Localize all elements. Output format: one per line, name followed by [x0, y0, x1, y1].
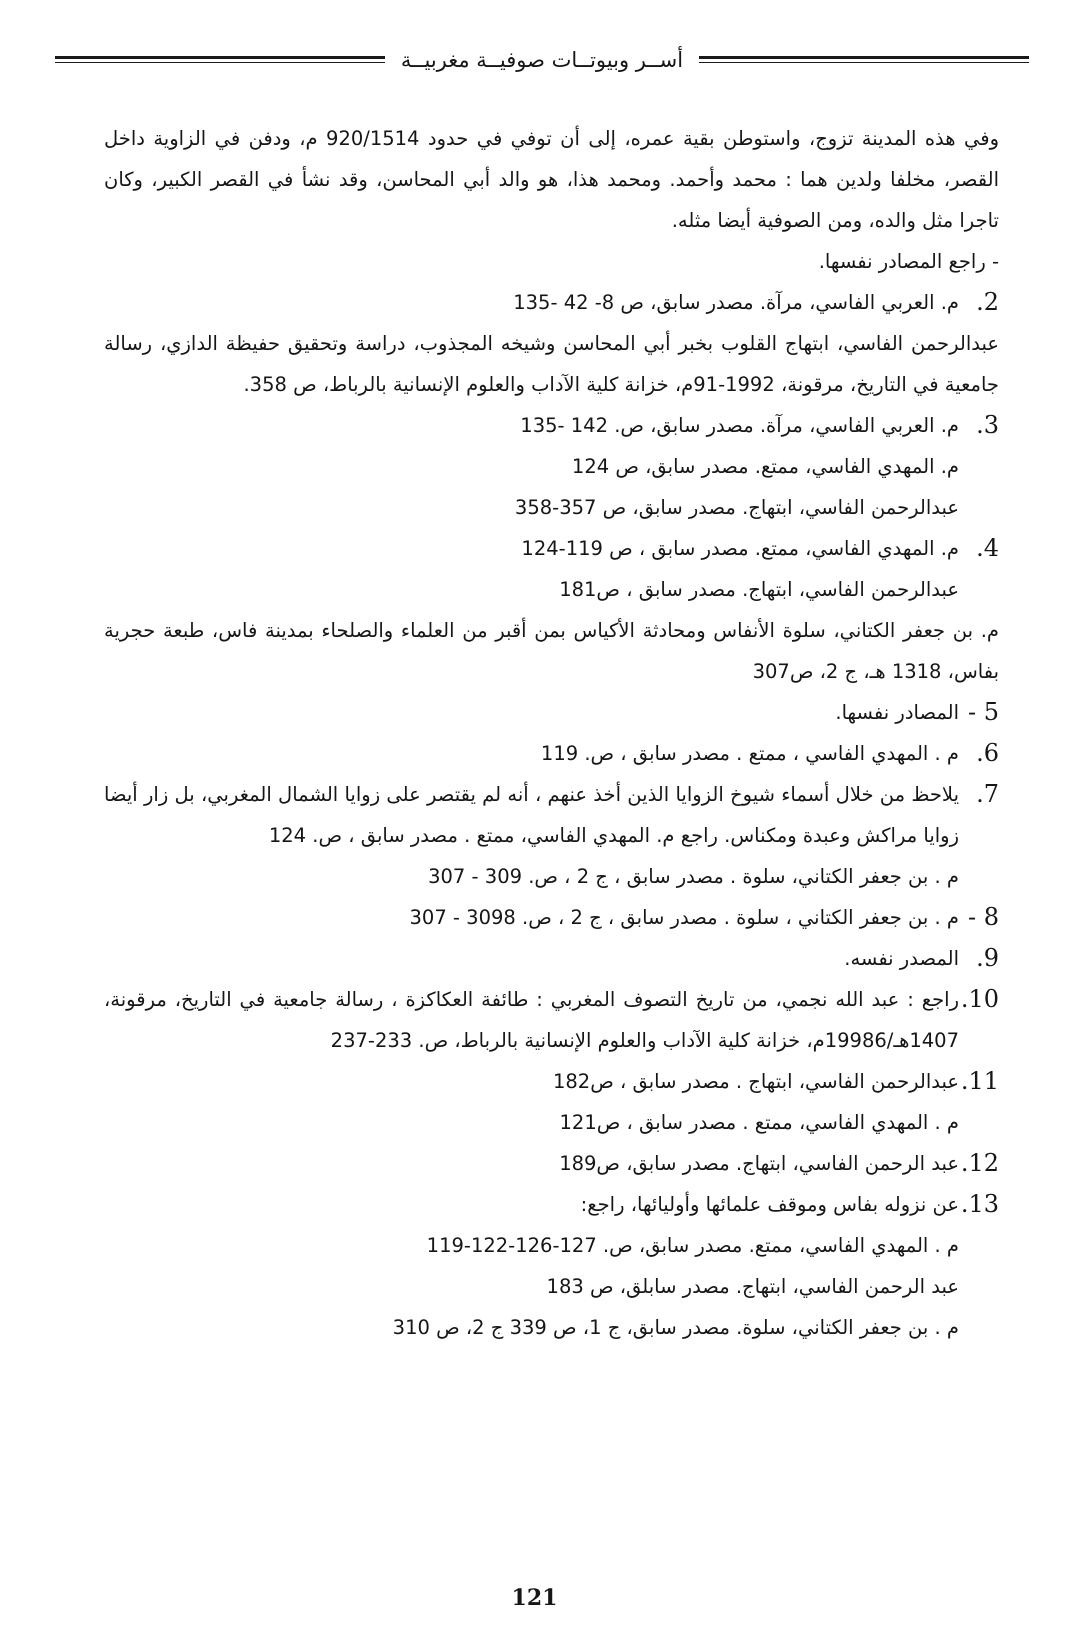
footnote-line: م . بن جعفر الكتاني، سلوة . مصدر سابق ، ج 2 ، ص. 309 - 307	[428, 865, 959, 888]
footnote-line: م. العربي الفاسي، مرآة. مصدر سابق، ص. 142 -135	[520, 414, 959, 437]
footnote-lines	[104, 282, 999, 405]
footnote-line: عبدالرحمن الفاسي، ابتهاج. مصدر سابق، ص 357-358	[514, 496, 959, 519]
footnote-line: م. المهدي الفاسي، ممتع. مصدر سابق ، ص 119-124	[521, 537, 959, 560]
footnote-item	[104, 1061, 999, 1143]
footnote-line: م . بن جعفر الكتاني ، سلوة . مصدر سابق ، ج 2 ، ص. 3098 - 307	[409, 906, 959, 929]
footnotes-body	[104, 118, 999, 1348]
footnote-line: م . المهدي الفاسي، ممتع . مصدر سابق ، ص121	[559, 1111, 959, 1134]
footnote-item	[104, 405, 999, 528]
footnote-item	[104, 733, 999, 774]
footnote-line: المصدر نفسه.	[844, 947, 959, 970]
footnote-item	[104, 528, 999, 692]
running-header	[55, 40, 1029, 80]
footnote-line: م . المهدي الفاسي، ممتع. مصدر سابق، ص. 127-126-122-119	[426, 1234, 959, 1257]
footnote-lines	[104, 774, 959, 897]
footnote-lines	[104, 733, 959, 774]
footnote-item	[104, 282, 999, 405]
footnote-line: عبد الرحمن الفاسي، ابتهاج. مصدر سابق، ص189	[559, 1152, 959, 1175]
footnote-number: 10.	[960, 985, 999, 1013]
footnote-lines	[104, 405, 959, 528]
footnote-number: 6.	[976, 739, 999, 767]
footnote-line: م. بن جعفر الكتاني، سلوة الأنفاس ومحادثة الأكياس بمن أقبر من العلماء والصلحاء بمدينة فاس، طبعة حجرية بفاس، 1318 هـ، ج 2، ص307	[104, 619, 999, 683]
footnote-item	[104, 979, 999, 1061]
footnote-item	[104, 774, 999, 897]
footnote-item	[104, 897, 999, 938]
footnote-number: 3.	[976, 411, 999, 439]
footnote-line: عبدالرحمن الفاسي، ابتهاج القلوب بخبر أبي المحاسن وشيخه المجذوب، دراسة وتحقيق حفيظة الدازي، رسالة جامعية في التاريخ، مرقونة، 1992-91م، خزانة كلية الآداب والعلوم الإنسانية بالرباط، ص 358.	[104, 332, 999, 396]
footnote-line: م. العربي الفاسي، مرآة. مصدر سابق، ص 8- 42 -135	[513, 291, 959, 314]
footnote-lines	[104, 897, 959, 938]
footnote-line: عن نزوله بفاس وموقف علمائها وأوليائها، راجع:	[580, 1193, 959, 1216]
footnote-number: 11.	[960, 1067, 999, 1095]
footnote-number: 9.	[976, 944, 999, 972]
footnote-lines	[104, 692, 959, 733]
footnote-lines	[104, 938, 959, 979]
footnote-lines	[104, 1061, 959, 1143]
footnote-line: عبدالرحمن الفاسي، ابتهاج. مصدر سابق ، ص181	[559, 578, 959, 601]
page-number: 121	[511, 1585, 558, 1611]
footnote-line: راجع : عبد الله نجمي، من تاريخ التصوف المغربي : طائفة العكاكزة ، رسالة جامعية في التاريخ، مرقونة، 1407هـ/19986م، خزانة كلية الآداب والعلوم الإنسانية بالرباط، ص. 233-237	[104, 988, 959, 1052]
footnote-line: عبدالرحمن الفاسي، ابتهاج . مصدر سابق ، ص182	[552, 1070, 959, 1093]
footnote-number: 8 -	[967, 903, 999, 931]
footnote-line: يلاحظ من خلال أسماء شيوخ الزوايا الذين أخذ عنهم ، أنه لم يقتصر على زوايا الشمال المغربي، بل زار أيضا زوايا مراكش وعبدة ومكناس. راجع م. المهدي الفاسي، ممتع . مصدر سابق ، ص. 124	[104, 783, 959, 847]
footnote-number: 13.	[960, 1190, 999, 1218]
footnote-lines	[104, 1184, 959, 1348]
footnote-number: 7.	[976, 780, 999, 808]
footnote-item	[104, 938, 999, 979]
footnote-line: م . بن جعفر الكتاني، سلوة. مصدر سابق، ج 1، ص 339 ج 2، ص 310	[392, 1316, 959, 1339]
footnote-item	[104, 1143, 999, 1184]
footnote-line: عبد الرحمن الفاسي، ابتهاج. مصدر سابلق، ص 183	[546, 1275, 959, 1298]
footnote-line: المصادر نفسها.	[835, 701, 959, 724]
intro-paragraph: وفي هذه المدينة تزوج، واستوطن بقية عمره، إلى أن توفي في حدود 920/1514 م، ودفن في الزاوية داخل القصر، مخلفا ولدين هما : محمد وأحمد. ومحمد هذا، هو والد أبي المحاسن، وقد نشأ في القصر الكبير، وكان تاجرا مثل والده، ومن الصوفية أيضا مثله.	[104, 127, 999, 232]
header-rule-left	[55, 40, 385, 80]
footnote-number: 12.	[960, 1149, 999, 1177]
footnote-number: 2.	[976, 288, 999, 316]
footnote-item	[104, 692, 999, 733]
footnote-list	[104, 282, 999, 1348]
footnote-line: م . المهدي الفاسي ، ممتع . مصدر سابق ، ص. 119	[540, 742, 959, 765]
footnote-number: 5 -	[967, 698, 999, 726]
intro-note: - راجع المصادر نفسها.	[818, 250, 999, 273]
footnote-lines	[104, 979, 959, 1061]
footnote-item	[104, 1184, 999, 1348]
footnote-lines	[104, 1143, 959, 1184]
footnote-number: 4.	[976, 534, 999, 562]
footnote-line: م. المهدي الفاسي، ممتع. مصدر سابق، ص 124	[571, 455, 959, 478]
footnote-lines	[104, 528, 999, 692]
header-title: أســر وبيوتــات صوفيــة مغربيــة	[400, 48, 684, 72]
header-rule-right	[699, 40, 1029, 80]
